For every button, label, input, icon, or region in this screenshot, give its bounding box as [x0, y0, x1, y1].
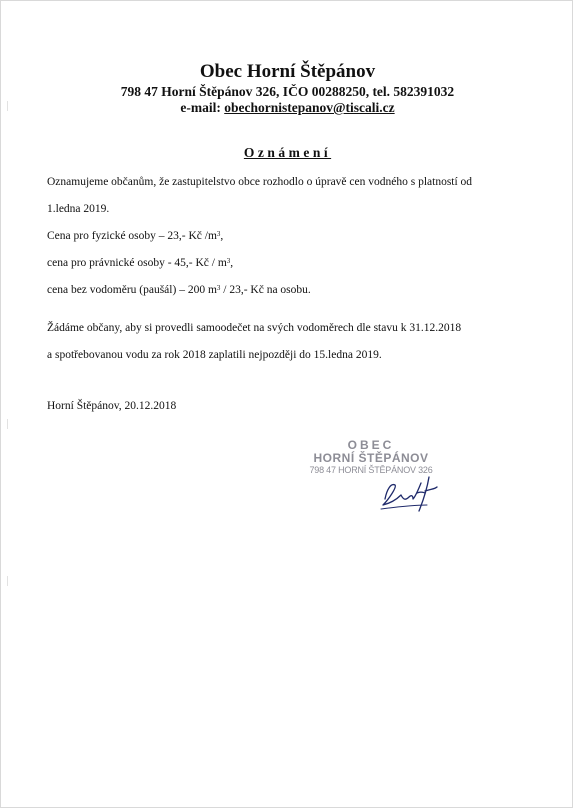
- margin-mark: [7, 576, 8, 586]
- superscript: 3: [216, 284, 221, 292]
- notice-line-1: Oznamujeme občanům, že zastupitelstvo obce rozhodlo o úpravě cen vodného s platností od: [47, 176, 473, 188]
- address-line: 798 47 Horní Štěpánov 326, IČO 00288250, tel. 582391032: [120, 84, 455, 99]
- handwritten-signature: [377, 469, 447, 519]
- price-individuals: [47, 229, 537, 243]
- price-no-meter: [47, 283, 537, 297]
- stamp-line-2: HORNÍ ŠTĚPÁNOV: [313, 451, 429, 465]
- price-no-meter-tail: / 23,- Kč na osobu.: [220, 284, 311, 296]
- email-prefix: e-mail:: [180, 100, 225, 115]
- margin-mark: [7, 419, 8, 429]
- email-link[interactable]: obechornistepanov@tiscali.cz: [224, 100, 395, 115]
- margin-mark: [7, 101, 8, 111]
- request-line-2: a spotřebovanou vodu za rok 2018 zaplatili nejpozději do 15.ledna 2019.: [47, 349, 382, 361]
- superscript: 3: [226, 257, 231, 265]
- price-legal-entities-text: cena pro právnické osoby - 45,- Kč / m: [47, 257, 227, 269]
- stamp-line-3: 798 47 HORNÍ ŠTĚPÁNOV 326: [309, 465, 433, 475]
- email-line: [1, 100, 573, 116]
- price-individuals-tail: ,: [220, 230, 224, 242]
- letterhead: [1, 61, 573, 116]
- notice-heading: Oznámení: [243, 145, 332, 160]
- price-no-meter-text: cena bez vodoměru (paušál) – 200 m: [47, 284, 217, 296]
- stamp-line-1: OBEC: [347, 438, 395, 452]
- price-individuals-text: Cena pro fyzické osoby – 23,- Kč /m: [47, 230, 217, 242]
- place-and-date: Horní Štěpánov, 20.12.2018: [47, 400, 177, 412]
- price-legal-entities: [47, 256, 537, 270]
- superscript: 3: [216, 230, 221, 238]
- request-line-1: Žádáme občany, aby si provedli samoodečet na svých vodoměrech dle stavu k 31.12.2018: [47, 322, 462, 334]
- notice-line-2: 1.ledna 2019.: [47, 203, 110, 215]
- price-legal-entities-tail: ,: [230, 257, 234, 269]
- municipality-title: Obec Horní Štěpánov: [199, 61, 376, 82]
